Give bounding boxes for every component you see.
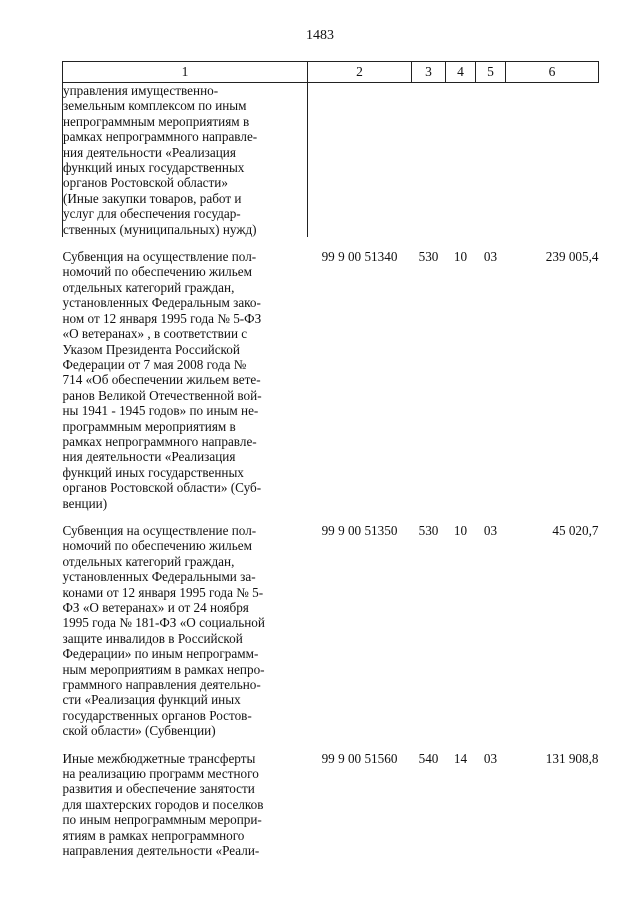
budget-table: [62, 61, 599, 859]
description-line: по иным непрограммным меропри-: [62, 812, 262, 828]
row-description: [63, 751, 308, 859]
row-code: 99 9 00 51560: [321, 750, 398, 766]
description-line: Федерации от 7 мая 2008 года №: [62, 356, 247, 372]
row-spacer-cell: [63, 739, 599, 751]
row-section: 14: [453, 750, 468, 766]
row-section: [446, 83, 476, 238]
row-spacer: [63, 237, 599, 249]
description-line: направления деятельности «Реали-: [62, 843, 260, 859]
table-row: [63, 83, 599, 238]
row-spacer: [63, 739, 599, 751]
description-line: ранов Великой Отечественной вой-: [62, 387, 262, 403]
description-line: для шахтерских городов и поселков: [62, 796, 264, 812]
description-line: 714 «Об обеспечении жильем вете-: [62, 372, 261, 388]
header-col-6: 6: [506, 62, 599, 83]
description-line: ятиям в рамках непрограммного: [62, 827, 245, 843]
description-line: граммного направления деятельно-: [62, 677, 261, 693]
description-line: государственных органов Ростов-: [62, 707, 252, 723]
table-row: [63, 523, 599, 739]
description-line: (Иные закупки товаров, работ и: [63, 190, 242, 206]
row-code: 99 9 00 51340: [321, 249, 398, 265]
description-line: 1995 года № 181-ФЗ «О социальной: [62, 615, 265, 631]
description-line: органов Ростовской области» (Суб-: [62, 480, 262, 496]
description-line: ния деятельности «Реализация: [62, 449, 236, 465]
row-subsection: 03: [483, 750, 498, 766]
description-line: Субвенция на осуществление пол-: [62, 249, 257, 265]
row-spacer-cell: [63, 237, 599, 249]
description-line: рамках непрограммного направле-: [62, 433, 257, 449]
description-line: ственных (муниципальных) нужд): [63, 221, 257, 237]
row-spacer: [63, 511, 599, 523]
table-row: [63, 249, 599, 511]
description-line: ской области» (Субвенции): [62, 723, 216, 739]
description-line: номочий по обеспечению жильем: [62, 264, 252, 280]
description-line: Иные межбюджетные трансферты: [62, 750, 256, 766]
description-line: развития и обеспечение занятости: [62, 781, 255, 797]
row-expense-type: [412, 83, 446, 238]
row-description: [63, 523, 308, 739]
row-subsection: 03: [483, 522, 498, 538]
description-line: функций иных государственных: [62, 464, 244, 480]
description-line: ном от 12 января 1995 года № 5-ФЗ: [62, 310, 262, 326]
row-description: [63, 83, 308, 238]
row-subsection: 03: [483, 249, 498, 265]
description-line: на реализацию программ местного: [62, 766, 259, 782]
description-line: конами от 12 января 1995 года № 5-: [62, 584, 264, 600]
description-line: Федерации» по иным непрограмм-: [62, 646, 259, 662]
row-amount: 131 908,8: [545, 750, 599, 766]
row-amount: 239 005,4: [545, 249, 599, 265]
description-line: рамках непрограммного направле-: [63, 129, 258, 145]
description-line: программным мероприятиям в: [62, 418, 236, 434]
description-line: ным мероприятиям в рамках непро-: [62, 661, 265, 677]
row-description: [63, 249, 308, 511]
row-code: [308, 83, 412, 238]
page-number: 1483: [306, 28, 334, 43]
row-section: 10: [453, 249, 468, 265]
description-line: отдельных категорий граждан,: [62, 279, 235, 295]
description-line: ФЗ «О ветеранах» и от 24 ноября: [62, 600, 249, 615]
table-row: [63, 751, 599, 859]
description-line: отдельных категорий граждан,: [62, 553, 235, 569]
header-col-3: 3: [412, 62, 446, 83]
header-col-5: 5: [476, 62, 506, 83]
row-amount: 45 020,7: [552, 522, 599, 538]
description-line: номочий по обеспечению жильем: [62, 538, 252, 554]
description-line: земельным комплексом по иным: [63, 98, 247, 114]
description-line: Субвенция на осуществление пол-: [62, 522, 257, 538]
row-expense-type: 530: [418, 249, 439, 265]
description-line: непрограммным мероприятиям в: [63, 113, 250, 129]
description-line: Указом Президента Российской: [62, 341, 240, 357]
row-expense-type: 540: [418, 750, 439, 766]
description-line: установленных Федеральным зако-: [62, 295, 261, 311]
header-col-4: 4: [446, 62, 476, 83]
table-body: [63, 83, 599, 859]
description-line: венции): [62, 495, 108, 511]
description-line: сти «Реализация функций иных: [62, 692, 241, 708]
description-line: органов Ростовской области»: [63, 175, 228, 191]
description-line: управления имущественно-: [63, 83, 219, 98]
description-line: установленных Федеральными за-: [62, 569, 256, 585]
row-subsection: [476, 83, 506, 238]
row-section: 10: [453, 522, 468, 538]
header-col-1: 1: [63, 62, 308, 83]
description-line: услуг для обеспечения государ-: [63, 206, 241, 222]
row-code: 99 9 00 51350: [321, 522, 398, 538]
description-line: ния деятельности «Реализация: [63, 144, 236, 160]
description-line: ны 1941 - 1945 годов» по иным не-: [62, 403, 259, 419]
description-line: функций иных государственных: [63, 160, 245, 176]
description-line: защите инвалидов в Российской: [62, 630, 243, 646]
row-amount: [506, 83, 599, 238]
description-line: «О ветеранах» , в соответствии с: [62, 326, 248, 342]
header-row: [63, 62, 599, 83]
header-col-2: 2: [308, 62, 412, 83]
row-spacer-cell: [63, 511, 599, 523]
row-expense-type: 530: [418, 522, 439, 538]
